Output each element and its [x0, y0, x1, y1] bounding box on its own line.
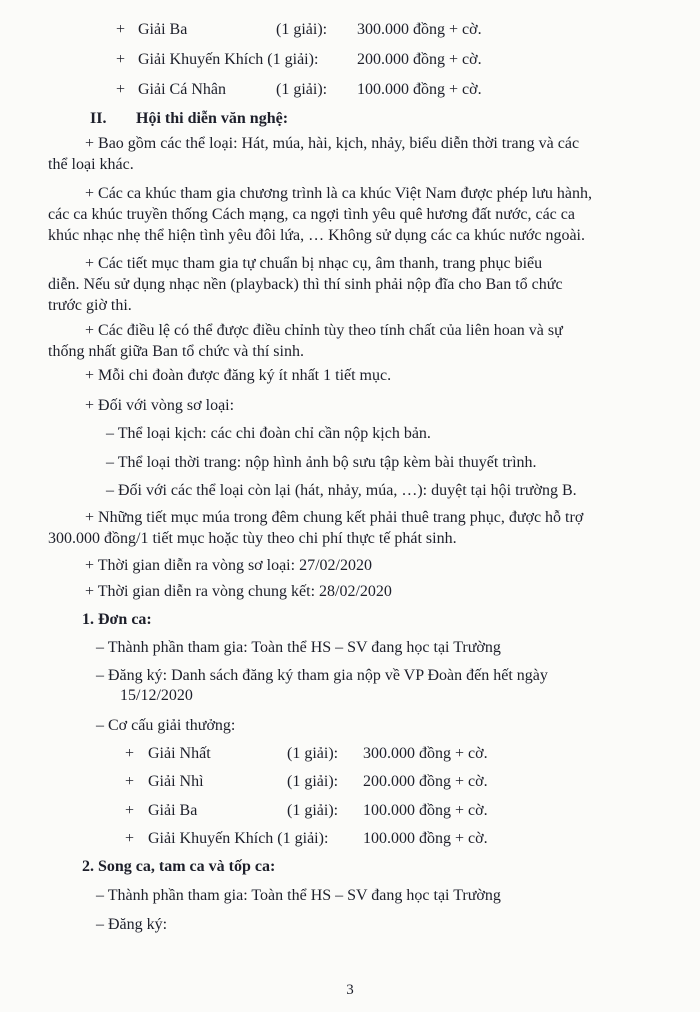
paragraph-line: 300.000 đồng/1 tiết mục hoặc tùy theo chi phí thực tế phát sinh. [48, 530, 457, 547]
section-heading: II. [90, 110, 107, 127]
dash-item: – Thể loại thời trang: nộp hình ảnh bộ sưu tập kèm bài thuyết trình. [106, 454, 537, 471]
paragraph-line: các ca khúc truyền thống Cách mạng, ca ngợi tình yêu quê hương đất nước, các ca [48, 206, 575, 223]
paragraph-line: khúc nhạc nhẹ thể hiện tình yêu đôi lứa, … Không sử dụng các ca khúc nước ngoài. [48, 227, 585, 244]
dash-item: – Đăng ký: [96, 916, 168, 933]
paragraph-line: thể loại khác. [48, 156, 134, 173]
dash-item: – Thành phần tham gia: Toàn thể HS – SV đang học tại Trường [96, 639, 501, 656]
dash-item: – Đối với các thể loại còn lại (hát, nhảy, múa, …): duyệt tại hội trường B. [106, 482, 577, 499]
paragraph-line: thống nhất giữa Ban tổ chức và thí sinh. [48, 343, 304, 360]
document-page: + Giải Ba (1 giải): 300.000 đồng + cờ. + Giải Khuyến Khích (1 giải): 200.000 đồng + cờ. + Giải Cá Nhân (1 giải): 100.000 đồng + cờ. II. Hội thi diễn văn nghệ: + Bao gồm các thể loại: Hát, múa, hài, kịch, nhảy, biểu diễn thời trang và các thể loại khác. + Các ca khúc tham gia chương trình là ca khúc Việt Nam được phép lưu hành, các ca khúc truyền thống Cách mạng, ca ngợi tình yêu quê hương đất nước, các ca khúc nhạc nhẹ thể hiện tình yêu đôi lứa, … Không sử dụng các ca khúc nước ngoài. + Các tiết mục tham gia tự chuẩn bị nhạc cụ, âm thanh, trang phục biểu diễn. Nếu sử dụng nhạc nền (playback) thì thí sinh phải nộp đĩa cho Ban tổ chức trước giờ thi. + Các điều lệ có thể được điều chỉnh tùy theo tính chất của liên hoan và sự thống nhất giữa Ban tổ chức và thí sinh. + Mỗi chi đoàn được đăng ký ít nhất 1 tiết mục. + Đối với vòng sơ loại: – Thể loại kịch: các chi đoàn chỉ cần nộp kịch bản. – Thể loại thời trang: nộp hình ảnh bộ sưu tập kèm bài thuyết trình. – Đối với các thể loại còn lại (hát, nhảy, múa, …): duyệt tại hội trường B. + Những tiết mục múa trong đêm chung kết phải thuê trang phục, được hỗ trợ 300.000 đồng/1 tiết mục hoặc tùy theo chi phí thực tế phát sinh. + Thời gian diễn ra vòng sơ loại: 27/02/2020 + Thời gian diễn ra vòng chung kết: 28/02/2020 1. Đơn ca: – Thành phần tham gia: Toàn thể HS – SV đang học tại Trường – Đăng ký: Danh sách đăng ký tham gia nộp về VP Đoàn đến hết ngày 15/12/2020 – Cơ cấu giải thưởng: + Giải Nhất (1 giải): 300.000 đồng + cờ. + Giải Nhì (1 giải): 200.000 đồng + cờ. + Giải Ba (1 giải): 100.000 đồng + cờ. + Giải Khuyến Khích (1 giải): 100.000 đồng + cờ. 2. Song ca, tam ca và tốp ca: – Thành phần tham gia: Toàn thể HS – SV đang học tại Trường – Đăng ký: 3 [0, 0, 700, 1012]
paragraph-line: diễn. Nếu sử dụng nhạc nền (playback) thì thí sinh phải nộp đĩa cho Ban tổ chức [48, 276, 563, 293]
section-title: Hội thi diễn văn nghệ: [136, 110, 289, 127]
dash-item: – Cơ cấu giải thưởng: [96, 717, 236, 734]
paragraph-line: + Các ca khúc tham gia chương trình là ca khúc Việt Nam được phép lưu hành, [85, 185, 592, 202]
paragraph-line: + Các tiết mục tham gia tự chuẩn bị nhạc cụ, âm thanh, trang phục biểu [85, 255, 543, 272]
paragraph-line: + Những tiết mục múa trong đêm chung kết phải thuê trang phục, được hỗ trợ [85, 509, 584, 526]
paragraph-line: trước giờ thi. [48, 297, 132, 314]
paragraph-line: + Đối với vòng sơ loại: [85, 397, 235, 414]
paragraph-line: + Thời gian diễn ra vòng chung kết: 28/02/2020 [85, 583, 392, 600]
dash-item: – Đăng ký: Danh sách đăng ký tham gia nộp về VP Đoàn đến hết ngày [96, 667, 548, 684]
dash-item: – Thể loại kịch: các chi đoàn chỉ cần nộp kịch bản. [106, 425, 431, 442]
paragraph-line: + Thời gian diễn ra vòng sơ loại: 27/02/2020 [85, 557, 372, 574]
paragraph-line: + Bao gồm các thể loại: Hát, múa, hài, kịch, nhảy, biểu diễn thời trang và các [85, 135, 580, 152]
paragraph-line: + Các điều lệ có thể được điều chỉnh tùy theo tính chất của liên hoan và sự [85, 322, 563, 339]
page-number: 3 [346, 982, 354, 998]
paragraph-line: + Mỗi chi đoàn được đăng ký ít nhất 1 tiết mục. [85, 367, 392, 384]
dash-item: – Thành phần tham gia: Toàn thể HS – SV đang học tại Trường [96, 887, 501, 904]
paragraph-line: 15/12/2020 [120, 687, 193, 704]
subsection-title: 2. Song ca, tam ca và tốp ca: [82, 858, 276, 875]
subsection-title: 1. Đơn ca: [82, 611, 152, 628]
